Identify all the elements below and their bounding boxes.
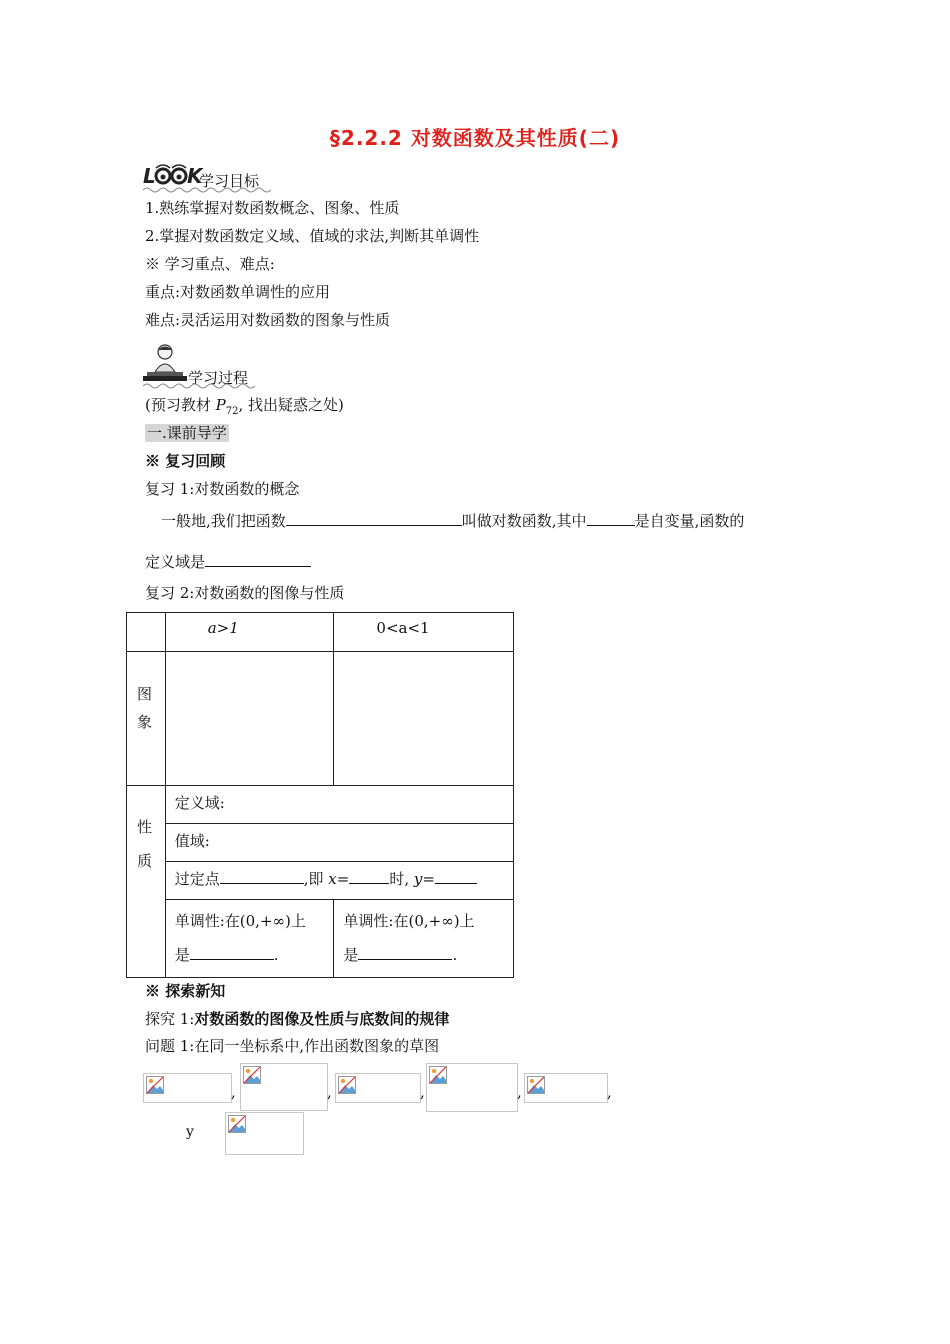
fill-blank[interactable]	[190, 945, 274, 960]
function-image	[524, 1073, 608, 1103]
function-image	[335, 1073, 421, 1103]
wavy-underline	[143, 186, 271, 194]
monotonic-cell-a-lt-1[interactable]: 单调性:在(0,+∞)上 是 .	[334, 900, 514, 978]
broken-image-icon	[338, 1076, 356, 1094]
fill-blank[interactable]	[435, 869, 477, 884]
difficulty: 难点:灵活运用对数函数的图象与性质	[145, 311, 391, 329]
goal-2: 2.掌握对数函数定义域、值域的求法,判断其单调性	[145, 227, 480, 245]
function-image	[240, 1063, 328, 1111]
preview-note: (预习教材 $P_{72}$, 找出疑惑之处)	[145, 396, 344, 417]
function-image	[225, 1112, 304, 1155]
log-function-table	[126, 612, 514, 978]
fill-blank[interactable]	[349, 869, 389, 884]
review2-title: 复习 2:对数函数的图像与性质	[145, 584, 345, 602]
table-corner	[127, 613, 166, 652]
goals-heading: 学习目标	[199, 172, 260, 190]
broken-image-icon	[527, 1076, 545, 1094]
review1-title: 复习 1:对数函数的概念	[145, 480, 300, 498]
explore-heading: ※ 探索新知	[145, 982, 226, 1000]
broken-image-icon	[429, 1066, 447, 1084]
wavy-underline	[143, 382, 258, 390]
svg-text:K: K	[187, 164, 201, 188]
row-label-graph: 图 象	[127, 652, 166, 786]
comma: ,	[327, 1083, 332, 1101]
fixed-point-cell[interactable]: 过定点 ,即 x= 时, y=	[165, 862, 513, 900]
review1-domain: 定义域是	[145, 552, 311, 572]
header-a-lt-1: 0<a<1	[334, 613, 514, 652]
comma: ,	[517, 1083, 522, 1101]
y-label: y	[186, 1124, 194, 1140]
fill-blank[interactable]	[358, 945, 452, 960]
fill-blank[interactable]	[205, 552, 311, 567]
graph-cell-a-gt-1[interactable]	[165, 652, 334, 786]
process-heading: 学习过程	[188, 369, 249, 387]
question-1: 问题 1:在同一坐标系中,作出函数图象的草图	[145, 1037, 440, 1055]
header-a-gt-1: a>1	[165, 613, 334, 652]
review-heading: ※ 复习回顾	[145, 452, 226, 470]
svg-text:L: L	[143, 164, 154, 188]
reading-person-icon	[143, 342, 187, 384]
fill-blank[interactable]	[286, 511, 462, 526]
monotonic-cell-a-gt-1[interactable]: 单调性:在(0,+∞)上 是 .	[165, 900, 334, 978]
keypoints-heading: ※ 学习重点、难点:	[145, 255, 275, 273]
broken-image-icon	[146, 1076, 164, 1094]
comma: ,	[420, 1083, 425, 1101]
row-label-property: 性 质	[127, 786, 166, 978]
review1-sentence: 一般地,我们把函数 叫做对数函数,其中 是自变量,函数的	[161, 512, 745, 530]
function-image	[143, 1073, 232, 1103]
keypoint: 重点:对数函数单调性的应用	[145, 283, 331, 301]
section-heading: 一.课前导学	[147, 424, 227, 442]
broken-image-icon	[243, 1066, 261, 1084]
page-title: §2.2.2 对数函数及其性质(二)	[329, 126, 621, 150]
goal-1: 1.熟练掌握对数函数概念、图象、性质	[145, 199, 400, 217]
function-image	[426, 1063, 518, 1112]
graph-cell-a-lt-1[interactable]	[334, 652, 514, 786]
fill-blank[interactable]	[587, 511, 635, 526]
range-cell[interactable]: 值域:	[165, 824, 513, 862]
explore-1: 探究 1:对数函数的图像及性质与底数间的规律	[145, 1010, 450, 1028]
fill-blank[interactable]	[220, 869, 304, 884]
comma: ,	[231, 1083, 236, 1101]
broken-image-icon	[228, 1115, 246, 1133]
look-logo-icon	[143, 162, 205, 188]
comma: ,	[607, 1083, 612, 1101]
domain-cell[interactable]: 定义域:	[165, 786, 513, 824]
